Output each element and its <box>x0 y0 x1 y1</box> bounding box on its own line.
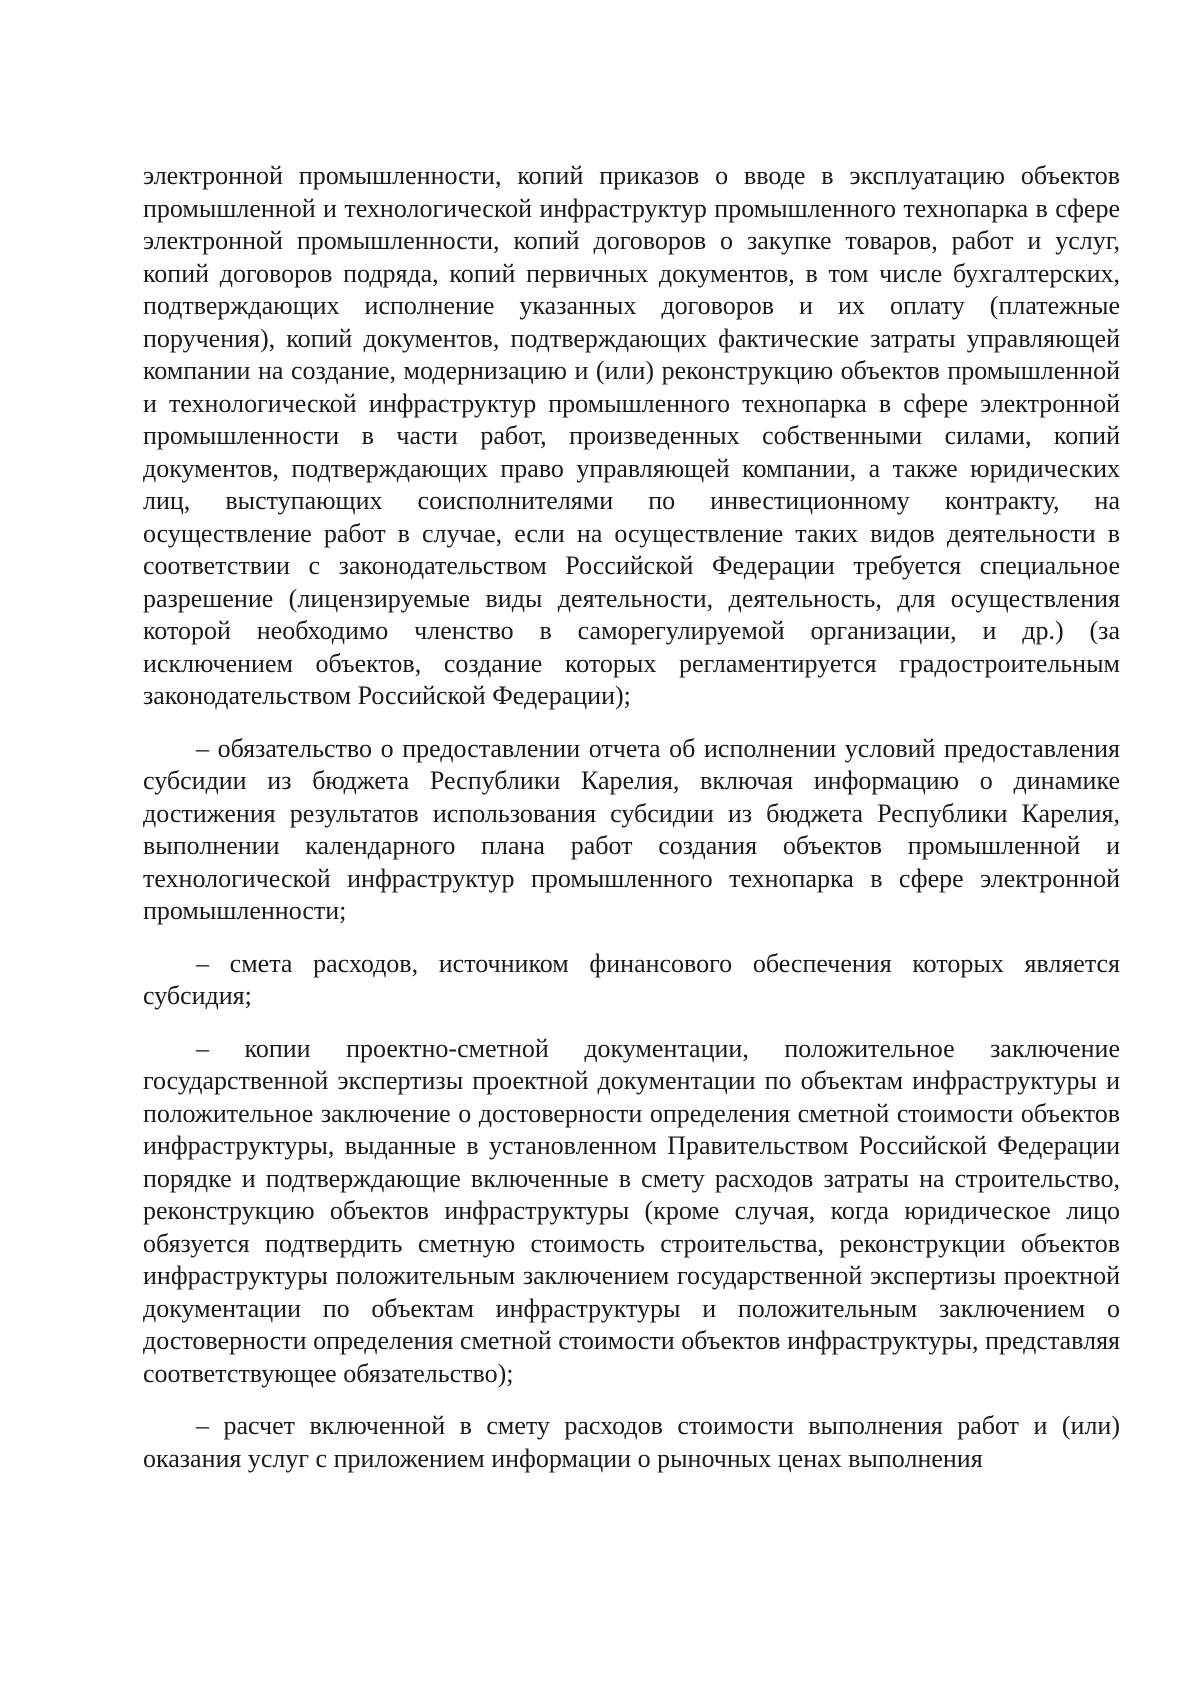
paragraph-cost-calculation: – расчет включенной в смету расходов стоимости выполнения работ и (или) оказания услуг с приложением информации о рыночных ценах выполнения <box>143 1411 1120 1473</box>
document-page <box>143 160 1120 1495</box>
paragraph-continuation: электронной промышленности, копий приказов о вводе в эксплуатацию объектов промышленной и технологической инфраструктур промышленного технопарка в сфере электронной промышленности, копий договоров о закупке товаров, работ и услуг, копий договоров подряда, копий первичных документов, в том числе бухгалтерских, подтверждающих исполнение указанных договоров и их оплату (платежные поручения), копий документов, подтверждающих фактические затраты управляющей компании на создание, модернизацию и (или) реконструкцию объектов промышленной и технологической инфраструктур промышленного технопарка в сфере электронной промышленности в части работ, произведенных собственными силами, копий документов, подтверждающих право управляющей компании, а также юридических лиц, выступающих соисполнителями по инвестиционному контракту, на осуществление работ в случае, если на осуществление таких видов деятельности в соответствии с законодательством Российской Федерации требуется специальное разрешение (лицензируемые виды деятельности, деятельность, для осуществления которой необходимо членство в саморегулируемой организации, и др.) (за исключением объектов, создание которых регламентируется градостроительным законодательством Российской Федерации); <box>143 161 1120 710</box>
paragraph-report-obligation: – обязательство о предоставлении отчета об исполнении условий предоставления субсидии из бюджета Республики Карелия, включая информацию о динамике достижения результатов использования субсидии из бюджета Республики Карелия, выполнении календарного плана работ создания объектов промышленной и технологической инфраструктур промышленного технопарка в сфере электронной промышленности; <box>143 733 1120 925</box>
paragraph-cost-estimate: – смета расходов, источником финансового обеспечения которых является субсидия; <box>143 948 1120 1010</box>
paragraph-design-documentation: – копии проектно-сметной документации, положительное заключение государственной экспертизы проектной документации по объектам инфраструктуры и положительное заключение о достоверности определения сметной стоимости объектов инфраструктуры, выданные в установленном Правительством Российской Федерации порядке и подтверждающие включенные в смету расходов затраты на строительство, реконструкцию объектов инфраструктуры (кроме случая, когда юридическое лицо обязуется подтвердить сметную стоимость строительства, реконструкции объектов инфраструктуры положительным заключением государственной экспертизы проектной документации по объектам инфраструктуры и положительным заключением о достоверности определения сметной стоимости объектов инфраструктуры, представляя соответствующее обязательство); <box>143 1033 1120 1388</box>
